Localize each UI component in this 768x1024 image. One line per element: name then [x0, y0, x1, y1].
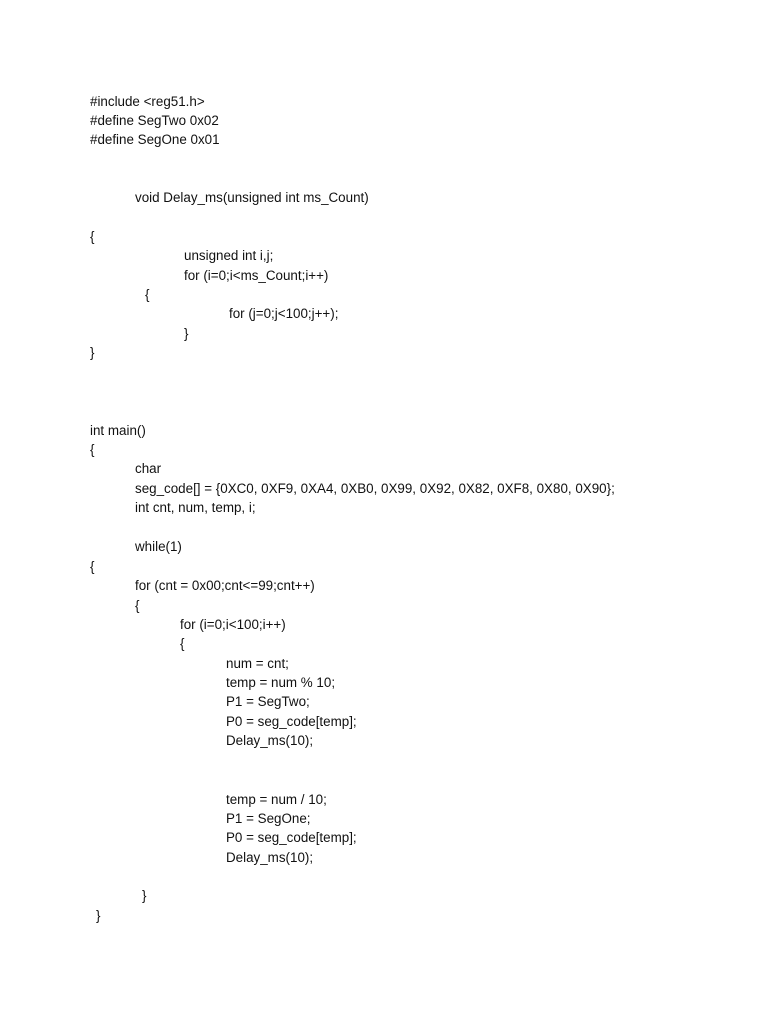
code-line: int cnt, num, temp, i;: [135, 500, 256, 515]
code-line: {: [180, 636, 185, 651]
code-line: {: [90, 442, 95, 457]
code-line: {: [90, 559, 95, 574]
code-line: }: [184, 326, 189, 341]
code-line: for (i=0;i<ms_Count;i++): [184, 268, 329, 283]
code-line: num = cnt;: [226, 656, 289, 671]
delay-function-signature: void Delay_ms(unsigned int ms_Count): [135, 190, 369, 205]
include-directive: #include <reg51.h>: [90, 94, 205, 109]
code-line: temp = num / 10;: [226, 792, 327, 807]
define-segtwo: #define SegTwo 0x02: [90, 113, 219, 128]
code-line: temp = num % 10;: [226, 675, 336, 690]
main-function-signature: int main(): [90, 423, 146, 438]
code-line: P0 = seg_code[temp];: [226, 830, 357, 845]
code-line: P0 = seg_code[temp];: [226, 714, 357, 729]
code-line: }: [142, 888, 147, 903]
code-line: for (j=0;j<100;j++);: [229, 306, 339, 321]
count-loop: for (cnt = 0x00;cnt<=99;cnt++): [135, 578, 315, 593]
code-line: }: [96, 908, 101, 923]
code-line: Delay_ms(10);: [226, 733, 314, 748]
define-segone: #define SegOne 0x01: [90, 132, 220, 147]
code-line: P1 = SegOne;: [226, 811, 311, 826]
while-loop: while(1): [135, 539, 182, 554]
code-line: {: [135, 598, 140, 613]
code-line: unsigned int i,j;: [184, 248, 274, 263]
code-line: P1 = SegTwo;: [226, 694, 310, 709]
code-line: }: [90, 345, 95, 360]
seg-code-array: seg_code[] = {0XC0, 0XF9, 0XA4, 0XB0, 0X99, 0X92, 0X82, 0XF8, 0X80, 0X90};: [135, 481, 615, 496]
code-line: {: [145, 287, 150, 302]
code-line: {: [90, 229, 95, 244]
code-line: Delay_ms(10);: [226, 850, 314, 865]
code-line: char: [135, 461, 162, 476]
inner-loop: for (i=0;i<100;i++): [180, 617, 286, 632]
